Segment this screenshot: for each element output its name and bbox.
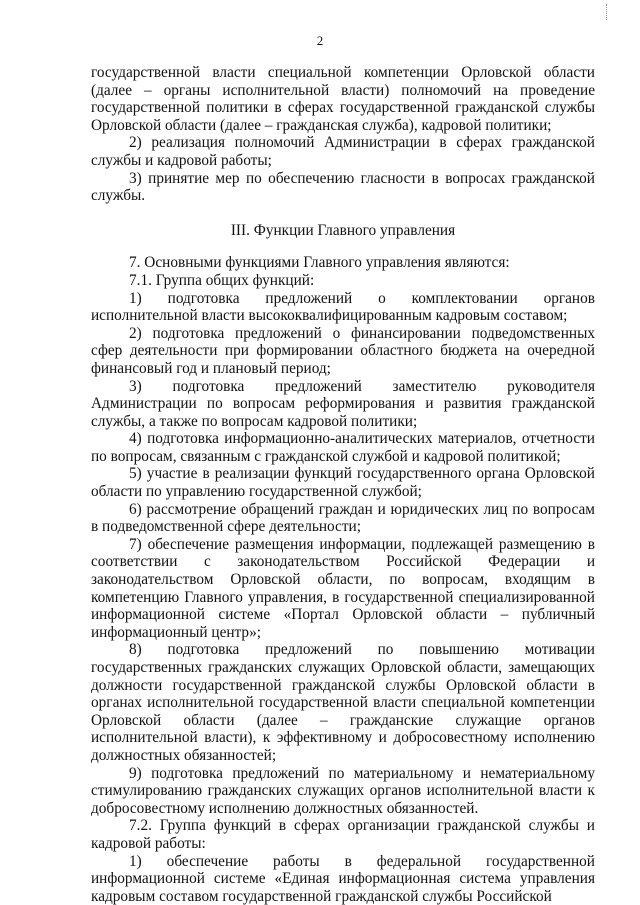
list-item: 2) подготовка предложений о финансировании подведомственных сфер деятельности при формировании областного бюджета на очередной финансовый год и плановый период; (91, 324, 595, 377)
list-item: 1) подготовка предложений о комплектовании органов исполнительной власти высококвалифицированным кадровым составом; (91, 289, 595, 325)
list-item: 4) подготовка информационно-аналитических материалов, отчетности по вопросам, связанным с гражданской службой и кадровой политикой; (91, 430, 595, 465)
list-item: 1) обеспечение работы в федеральной государственной информационной системе «Единая информационная система управления кадровым составом государственной гражданской службы Российской (91, 852, 595, 905)
list-item: 6) рассмотрение обращений граждан и юридических лиц по вопросам в подведомственной сфере деятельности; (91, 500, 595, 536)
scan-mark (606, 4, 609, 20)
paragraph: 7. Основными функциями Главного управления являются: (129, 254, 510, 272)
paragraph: 2) реализация полномочий Администрации в сферах гражданской службы и кадровой работы; (91, 134, 595, 169)
paragraph: 3) принятие мер по обеспечению гласности в вопросах гражданской службы. (91, 169, 595, 205)
list-item: 7) обеспечение размещения информации, подлежащей размещению в соответствии с законодательством Российской Федерации и законодательством Орловской области, по вопросам, входящим в компетенцию Главного управления, в государственной специализированной информационной системе «Портал Орловской области – публичный информационный центр»; (91, 535, 595, 641)
document-body (91, 64, 595, 905)
list-item: 9) подготовка предложений по материальному и нематериальному стимулированию гражданских служащих органов исполнительной власти к добросовестному исполнению должностных обязанностей. (91, 764, 595, 817)
paragraph: 7.1. Группа общих функций: (129, 271, 315, 289)
section-heading: III. Функции Главного управления (230, 221, 456, 239)
list-item: 3) подготовка предложений заместителю руководителя Администрации по вопросам реформирования и развития гражданской службы, а также по вопросам кадровой политики; (91, 377, 595, 430)
paragraph: 7.2. Группа функций в сферах организации гражданской службы и кадровой работы: (91, 817, 595, 852)
list-item: 5) участие в реализации функций государственного органа Орловской области по управлению государственной службой; (91, 465, 595, 501)
list-item: 8) подготовка предложений по повышению мотивации государственных гражданских служащих Орловской области, замещающих должности государственной гражданской службы Орловской области в органах исполнительной государственной власти специальной компетенции Орловской области (далее – гражданские служащие органов исполнительной власти), к эффективному и добросовестному исполнению должностных обязанностей; (91, 641, 595, 764)
paragraph: государственной власти специальной компетенции Орловской области (далее – органы исполнительной власти) полномочий на проведение государственной политики в сферах государственной гражданской службы Орловской области (далее – гражданская служба), кадровой политики; (91, 64, 595, 134)
page-number: 2 (316, 33, 324, 48)
